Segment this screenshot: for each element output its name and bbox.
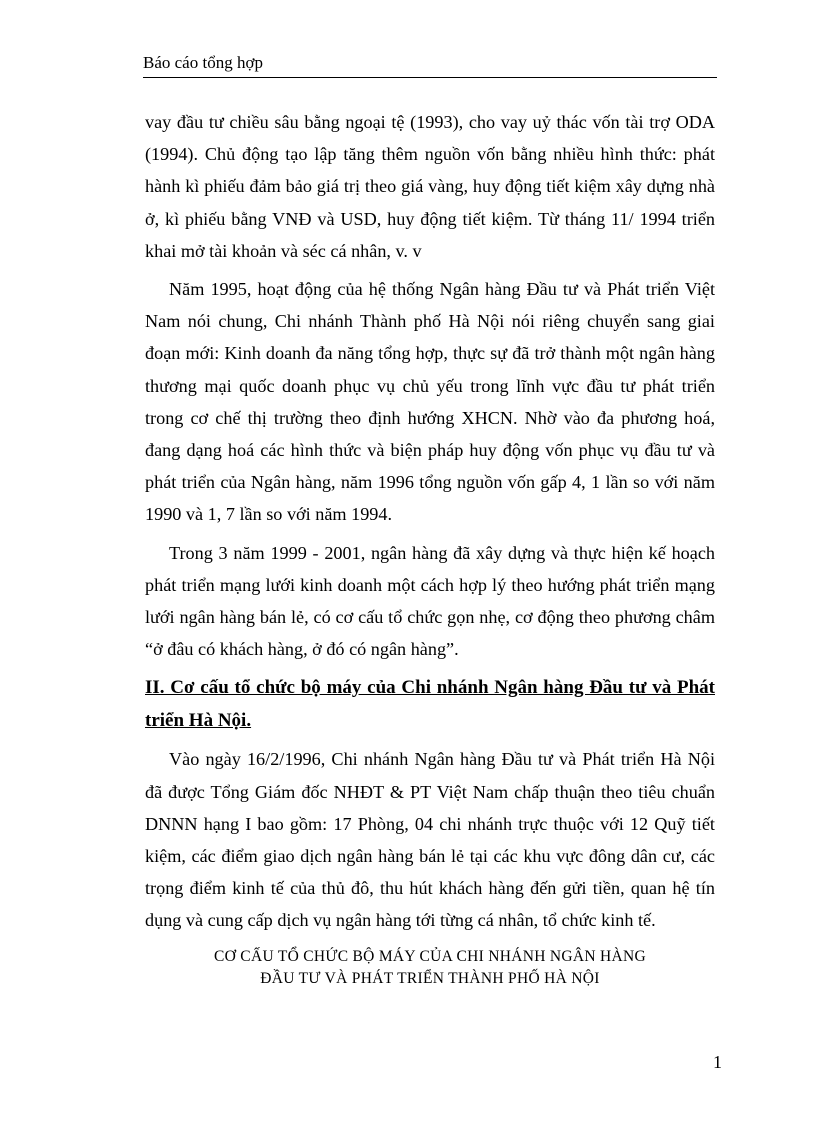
caption-line-2: ĐẦU TƯ VÀ PHÁT TRIỂN THÀNH PHỐ HÀ NỘI bbox=[260, 970, 600, 987]
section-heading: II. Cơ cấu tổ chức bộ máy của Chi nhánh Ngân hàng Đầu tư và Phát triển Hà Nội. bbox=[145, 677, 715, 732]
paragraph-continuation: vay đầu tư chiều sâu bằng ngoại tệ (1993), cho vay uỷ thác vốn tài trợ ODA (1994). Chủ động tạo lập tăng thêm nguồn vốn bằng nhiều hình thức: phát hành kì phiếu đảm bảo giá trị theo giá vàng, huy động tiết kiệm xây dựng nhà ở, kì phiếu bằng VNĐ và USD, huy động tiết kiệm. Từ tháng 11/ 1994 triển khai mở tài khoản và séc cá nhân, v. v bbox=[145, 112, 715, 261]
paragraph-1995-development: Năm 1995, hoạt động của hệ thống Ngân hàng Đầu tư và Phát triển Việt Nam nói chung, Chi nhánh Thành phố Hà Nội nói riêng chuyển sang giai đoạn mới: Kinh doanh đa năng tổng hợp, thực sự đã trở thành một ngân hàng thương mại quốc doanh phục vụ chủ yếu trong lĩnh vực đầu tư phát triển trong cơ chế thị trường theo định hướng XHCN. Nhờ vào đa phương hoá, đang dạng hoá các hình thức và biện pháp huy động vốn phục vụ đầu tư và phát triển của Ngân hàng, năm 1996 tổng nguồn vốn gấp 4, 1 lần so với năm 1990 và 1, 7 lần so với năm 1994. bbox=[145, 279, 715, 525]
page-number: 1 bbox=[713, 1052, 722, 1072]
org-chart-caption bbox=[145, 946, 715, 990]
page-header bbox=[143, 52, 717, 78]
header-title: Báo cáo tổng hợp bbox=[143, 53, 263, 72]
paragraph-organization: Vào ngày 16/2/1996, Chi nhánh Ngân hàng Đầu tư và Phát triển Hà Nội đã được Tổng Giám đốc NHĐT & PT Việt Nam chấp thuận theo tiêu chuẩn DNNN hạng I bao gồm: 17 Phòng, 04 chi nhánh trực thuộc với 12 Quỹ tiết kiệm, các điểm giao dịch ngân hàng bán lẻ tại các khu vực đông dân cư, các trọng điểm kinh tế của thủ đô, thu hút khách hàng đến gửi tiền, quan hệ tín dụng và cung cấp dịch vụ ngân hàng tới từng cá nhân, tổ chức kinh tế. bbox=[145, 749, 715, 931]
caption-line-1: CƠ CẤU TỔ CHỨC BỘ MÁY CỦA CHI NHÁNH NGÂN HÀNG bbox=[214, 948, 646, 965]
document-body bbox=[145, 106, 715, 943]
paragraph-1999-2001-network: Trong 3 năm 1999 - 2001, ngân hàng đã xây dựng và thực hiện kế hoạch phát triển mạng lưới kinh doanh một cách hợp lý theo hướng phát triển mạng lưới ngân hàng bán lẻ, có cơ cấu tổ chức gọn nhẹ, cơ động theo phương châm “ở đâu có khách hàng, ở đó có ngân hàng”. bbox=[145, 542, 715, 660]
